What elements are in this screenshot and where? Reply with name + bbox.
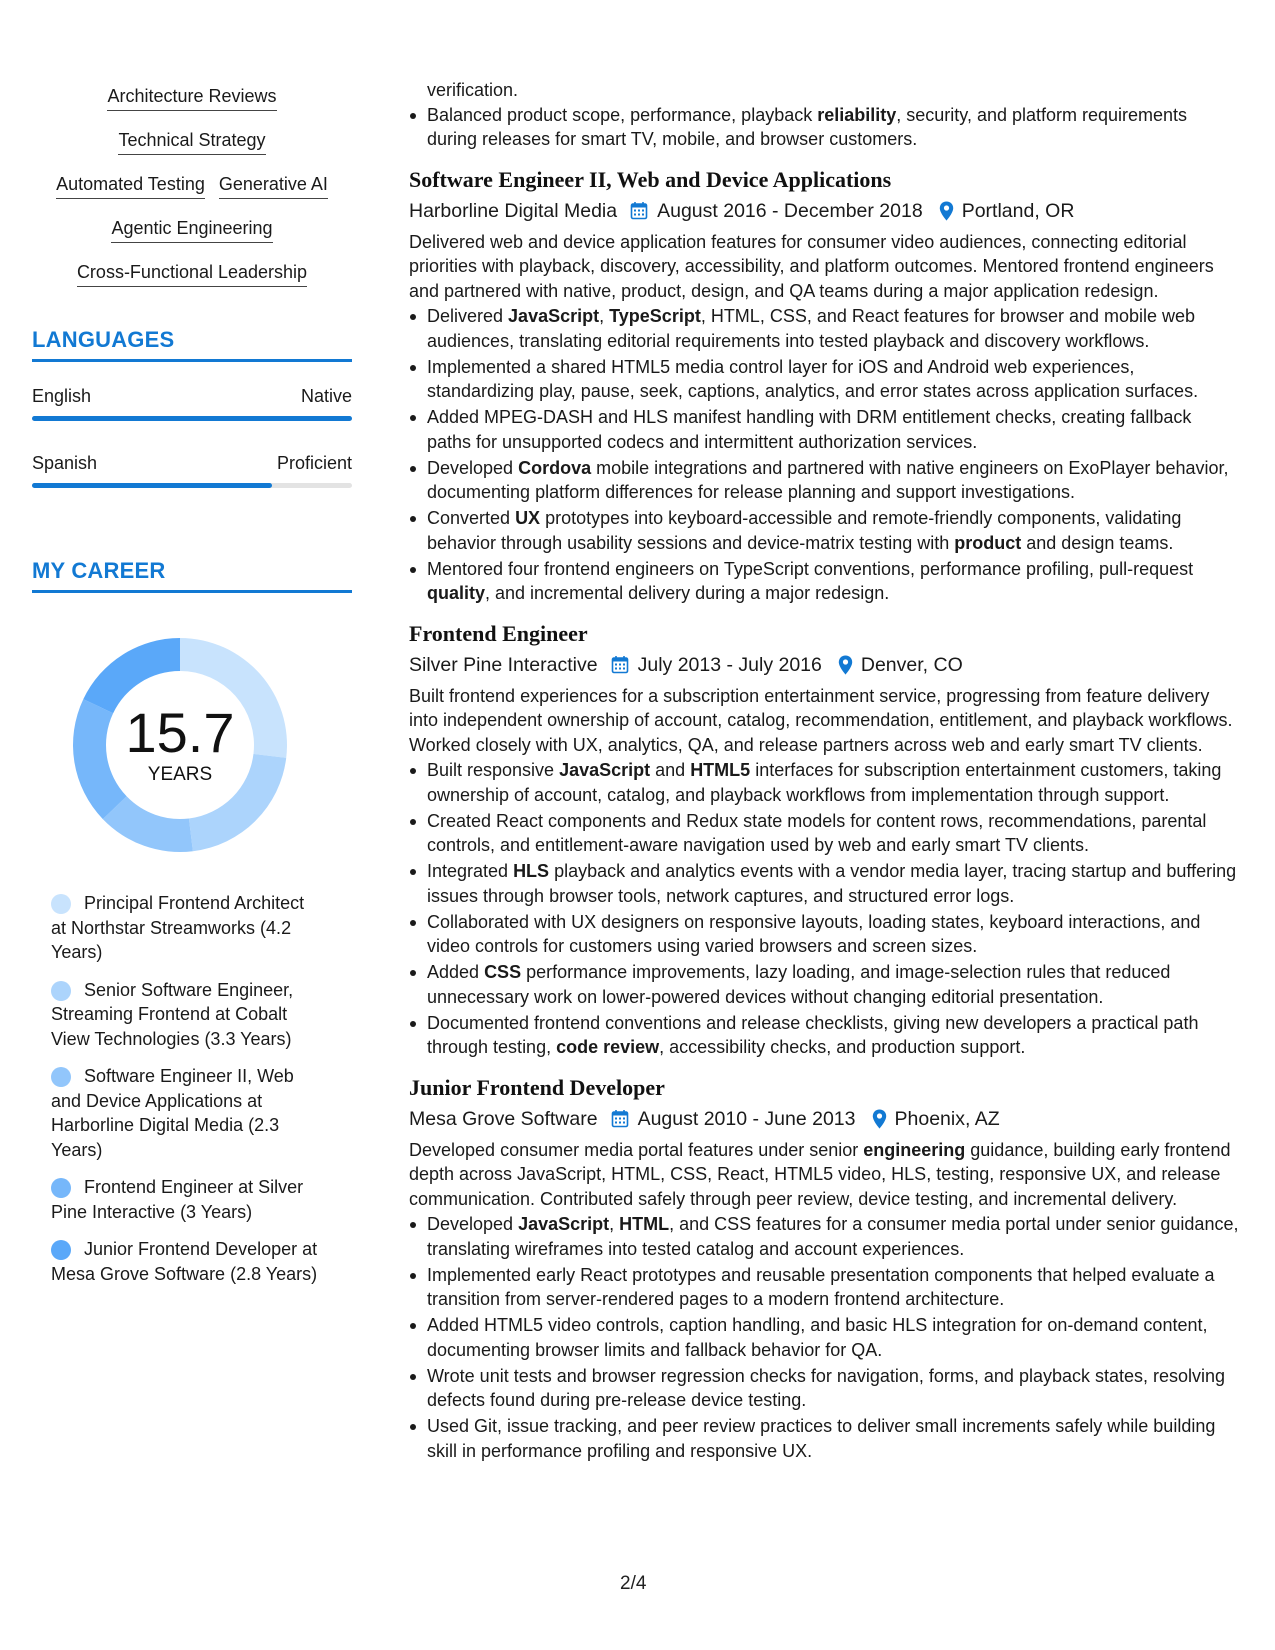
- legend-label: Software Engineer II, Web and Device Applications at Harborline Digital Media (2.3 Years): [51, 1066, 294, 1160]
- languages-heading: LANGUAGES: [32, 327, 352, 362]
- legend-swatch: [51, 1067, 71, 1087]
- legend-label: Frontend Engineer at Silver Pine Interactive (3 Years): [51, 1177, 304, 1222]
- company-name: Silver Pine Interactive: [409, 653, 598, 676]
- keyword-highlight: product: [954, 532, 1022, 553]
- text-run: prototypes into keyboard-accessible and remote-friendly components, validating behavior through usability sessions and device-matrix testing with: [427, 508, 1182, 553]
- text-run: and: [650, 760, 691, 780]
- keyword-highlight: engineering: [863, 1139, 966, 1160]
- bullet-item: [409, 103, 1239, 152]
- text-run: playback and analytics events with a vendor media layer, tracing startup and buffering issues through browser tools, network captures, and structured error logs.: [427, 861, 1237, 906]
- text-run: Developed: [427, 1214, 519, 1234]
- skill-row: [32, 128, 352, 155]
- skill-row: [32, 84, 352, 111]
- language-level-fill: [32, 416, 352, 421]
- text-run: mobile integrations and partnered with native engineers on ExoPlayer behavior, documenting platform differences for release planning and support investigations.: [427, 457, 1229, 502]
- job-summary: [409, 230, 1239, 304]
- bullet-item: [409, 1313, 1239, 1362]
- skill-tag: Cross-Functional Leadership: [77, 260, 307, 287]
- language-name: English: [32, 386, 92, 406]
- job-title: Junior Frontend Developer: [409, 1074, 665, 1100]
- legend-item: [51, 1237, 322, 1286]
- job-bullets: [409, 758, 1239, 1060]
- career-legend: [32, 891, 322, 1286]
- skill-tag: Technical Strategy: [118, 128, 265, 155]
- keyword-highlight: HLS: [513, 861, 550, 881]
- keyword-highlight: HTML5: [690, 760, 751, 780]
- skills-list: [32, 84, 352, 287]
- job-bullets: [409, 304, 1239, 606]
- skill-row: [32, 172, 352, 199]
- text-run: Added MPEG-DASH and HLS manifest handling with DRM entitlement checks, creating fallback paths for unsupported codecs and intermittent authorization services.: [427, 407, 1192, 452]
- text-run: Used Git, issue tracking, and peer review practices to deliver small increments safely while building skill in performance profiling and responsive UX.: [427, 1416, 1216, 1461]
- legend-item: [51, 1064, 322, 1162]
- previous-job-continuation: verification.: [427, 80, 519, 100]
- job-list: [409, 166, 1239, 1464]
- keyword-highlight: Cordova: [518, 457, 592, 478]
- bullet-item: [409, 355, 1239, 404]
- legend-label: Senior Software Engineer, Streaming Frontend at Cobalt View Technologies (3.3 Years): [51, 979, 294, 1049]
- job-title: Software Engineer II, Web and Device Applications: [409, 166, 892, 192]
- text-run: Delivered web and device application features for consumer video audiences, connecting editorial priorities with playback, discovery, accessibility, and platform outcomes. Mentored frontend engineers and partnered with native, product, design, and QA teams during a major application redesign.: [409, 231, 1214, 301]
- language-level-bar: [32, 416, 352, 421]
- legend-label: Junior Frontend Developer at Mesa Grove Software (2.8 Years): [51, 1239, 318, 1284]
- language-level: Proficient: [276, 453, 352, 473]
- career-section: [32, 558, 352, 1286]
- job-entry: [409, 1074, 1239, 1464]
- job-location: Portland, OR: [961, 199, 1075, 222]
- legend-item: [51, 978, 322, 1052]
- legend-item: [51, 891, 322, 965]
- language-level-fill: [32, 483, 272, 488]
- text-run: Delivered: [427, 306, 509, 326]
- text-run: guidance, building early frontend depth across JavaScript, HTML, CSS, React, HTML5 video, HLS, testing, responsive UX, and release communication. Contributed safely through peer review, device testing, and incremental delivery.: [409, 1139, 1231, 1209]
- bullet-item: [409, 1212, 1239, 1261]
- legend-label: Principal Frontend Architect at Northstar Streamworks (4.2 Years): [51, 893, 305, 962]
- bullet-item: [409, 910, 1239, 959]
- text-run: Built frontend experiences for a subscription entertainment service, progressing from feature delivery into independent ownership of account, catalog, recommendation, entitlement, and playback workflows. Worked closely with UX, analytics, QA, and release partners across web and early smart TV clients.: [409, 685, 1233, 755]
- job-dates: July 2013 - July 2016: [637, 653, 822, 676]
- job-location: Phoenix, AZ: [894, 1107, 1000, 1130]
- job-location: Denver, CO: [860, 653, 963, 676]
- text-run: , and CSS features for a consumer media portal under senior guidance, translating wireframes into tested catalog and account experiences.: [427, 1214, 1239, 1259]
- bullet-item: [409, 859, 1239, 908]
- text-run: Mentored four frontend engineers on TypeScript conventions, performance profiling, pull-request: [427, 558, 1194, 579]
- text-run: Converted: [427, 508, 516, 528]
- bullet-item: [409, 506, 1239, 555]
- text-run: , accessibility checks, and production support.: [659, 1037, 1026, 1057]
- job-entry: [409, 166, 1239, 606]
- bullet-item: [409, 758, 1239, 807]
- text-run: ,: [609, 1214, 620, 1234]
- text-run: Collaborated with UX designers on responsive layouts, loading states, keyboard interactions, and video controls for customers using varied browsers and screen sizes.: [427, 911, 1201, 956]
- job-entry: [409, 620, 1239, 1060]
- skill-tag: Architecture Reviews: [107, 84, 276, 111]
- bullet-item: [409, 1011, 1239, 1060]
- language-item: [32, 451, 352, 488]
- language-item: [32, 384, 352, 421]
- keyword-highlight: JavaScript: [508, 306, 600, 326]
- sidebar: [32, 84, 352, 1299]
- map-pin-icon: [838, 655, 853, 675]
- job-title: Frontend Engineer: [409, 620, 588, 646]
- calendar-icon: [630, 201, 648, 220]
- language-name: Spanish: [32, 453, 98, 473]
- company-name: Mesa Grove Software: [409, 1107, 598, 1130]
- previous-job-bullets: [409, 103, 1239, 152]
- text-run: Implemented early React prototypes and reusable presentation components that helped evaluate a transition from server-rendered pages to a modern frontend architecture.: [427, 1264, 1215, 1309]
- job-bullets: [409, 1212, 1239, 1463]
- legend-swatch: [51, 1178, 71, 1198]
- bullet-item: [409, 1364, 1239, 1413]
- bullet-item: [409, 304, 1239, 353]
- keyword-highlight: TypeScript: [609, 306, 701, 326]
- keyword-highlight: CSS: [484, 962, 522, 982]
- language-level-bar: [32, 483, 352, 488]
- text-run: , security, and platform requirements during releases for smart TV, mobile, and browser customers.: [427, 104, 1188, 149]
- text-run: Documented frontend conventions and release checklists, giving new developers a practical path through testing,: [427, 1012, 1199, 1057]
- bullet-item: [409, 557, 1239, 606]
- text-run: ,: [599, 306, 610, 326]
- bullet-item: [409, 405, 1239, 454]
- career-heading: MY CAREER: [32, 558, 352, 593]
- job-meta: [409, 197, 1239, 225]
- keyword-highlight: JavaScript: [559, 760, 651, 780]
- text-run: Developed consumer media portal features under senior: [409, 1139, 864, 1160]
- skill-row: [32, 260, 352, 287]
- job-summary: [409, 1138, 1239, 1212]
- job-summary: [409, 684, 1239, 758]
- skill-tag: Generative AI: [219, 172, 328, 199]
- text-run: Balanced product scope, performance, playback: [427, 104, 818, 125]
- bullet-item: [409, 1263, 1239, 1312]
- legend-swatch: [51, 981, 71, 1001]
- legend-swatch: [51, 1240, 71, 1260]
- text-run: Created React components and Redux state models for content rows, recommendations, parental controls, and entitlement-aware navigation used by web and early smart TV clients.: [427, 810, 1207, 855]
- text-run: interfaces for subscription entertainment customers, taking ownership of account, catalog, and playback workflows from implementation through support.: [427, 760, 1222, 805]
- language-level: Native: [300, 386, 352, 406]
- map-pin-icon: [939, 201, 954, 221]
- bullet-item: [409, 456, 1239, 505]
- legend-swatch: [51, 894, 71, 914]
- career-donut-chart: [66, 631, 294, 859]
- legend-item: [51, 1175, 322, 1224]
- text-run: , and incremental delivery during a major redesign.: [485, 583, 890, 603]
- text-run: Added: [427, 962, 485, 982]
- experience-column: [409, 78, 1239, 1465]
- bullet-item: [409, 809, 1239, 858]
- keyword-highlight: JavaScript: [518, 1214, 610, 1234]
- map-pin-icon: [872, 1109, 887, 1129]
- text-run: Integrated: [427, 861, 514, 881]
- job-meta: [409, 651, 1239, 679]
- skill-tag: Agentic Engineering: [111, 216, 272, 243]
- keyword-highlight: reliability: [817, 104, 897, 125]
- skill-tag: Automated Testing: [56, 172, 205, 199]
- job-dates: August 2016 - December 2018: [657, 199, 923, 222]
- text-run: Wrote unit tests and browser regression checks for navigation, forms, and playback states, resolving defects found during pre-release device testing.: [427, 1365, 1226, 1410]
- total-years-value: 15.7: [125, 701, 235, 764]
- bullet-item: [409, 1414, 1239, 1463]
- text-run: and design teams.: [1021, 532, 1174, 553]
- company-name: Harborline Digital Media: [409, 199, 618, 222]
- job-meta: [409, 1105, 1239, 1133]
- donut-center: [66, 631, 294, 859]
- text-run: Implemented a shared HTML5 media control layer for iOS and Android web experiences, standardizing play, pause, seek, captions, analytics, and error states across application surfaces.: [427, 356, 1199, 401]
- bullet-item: [409, 960, 1239, 1009]
- keyword-highlight: code review: [556, 1037, 660, 1057]
- text-run: performance improvements, lazy loading, and image-selection rules that reduced unnecessary work on lower-powered devices without changing editorial presentation.: [427, 962, 1171, 1007]
- keyword-highlight: HTML: [619, 1214, 670, 1234]
- keyword-highlight: quality: [427, 583, 486, 603]
- keyword-highlight: UX: [515, 508, 541, 528]
- job-dates: August 2010 - June 2013: [637, 1107, 856, 1130]
- text-run: Added HTML5 video controls, caption handling, and basic HLS integration for on-demand content, documenting browser limits and fallback behavior for QA.: [427, 1315, 1208, 1360]
- text-run: , HTML, CSS, and React features for browser and mobile web audiences, translating editorial requirements into tested playback and discovery workflows.: [427, 306, 1196, 351]
- total-years-unit: YEARS: [147, 764, 213, 785]
- languages-section: [32, 327, 352, 488]
- text-run: Built responsive: [427, 760, 560, 780]
- skill-row: [32, 216, 352, 243]
- page-number: 2/4: [620, 1573, 647, 1594]
- calendar-icon: [611, 655, 629, 674]
- calendar-icon: [611, 1109, 629, 1128]
- text-run: Developed: [427, 457, 519, 478]
